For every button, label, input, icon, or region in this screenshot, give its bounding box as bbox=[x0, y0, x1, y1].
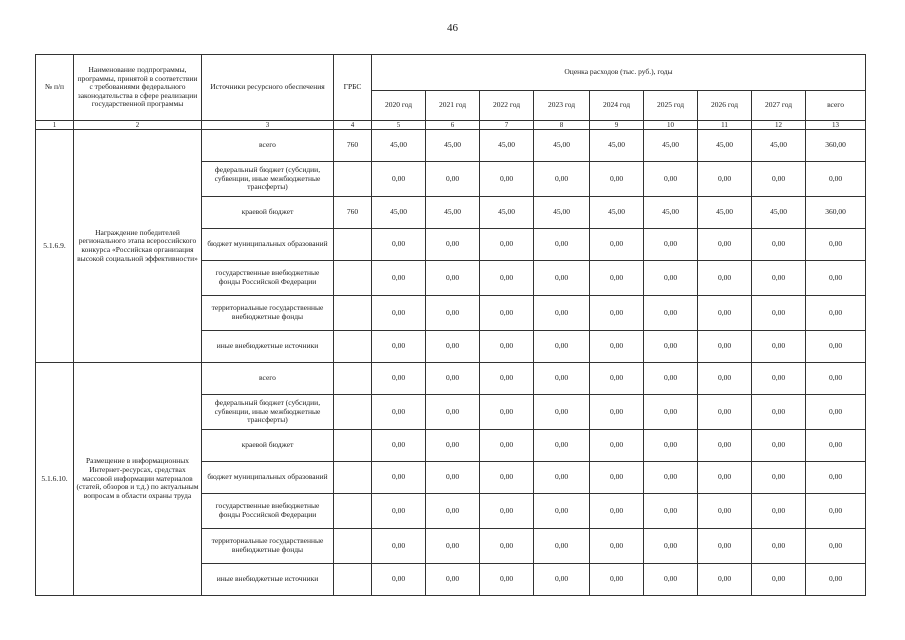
year-value: 45,00 bbox=[698, 130, 752, 162]
section-title: Награждение победителей регионального этапа всероссийского конкурса «Российская организация высокой социальной эффективности» bbox=[74, 130, 202, 363]
year-value: 0,00 bbox=[698, 331, 752, 363]
year-value: 0,00 bbox=[698, 363, 752, 395]
funding-source: территориальные государственные внебюджетные фонды bbox=[202, 529, 334, 564]
funding-source: всего bbox=[202, 363, 334, 395]
year-value: 0,00 bbox=[644, 529, 698, 564]
year-value: 0,00 bbox=[534, 395, 590, 430]
year-value: 0,00 bbox=[752, 430, 806, 462]
year-value: 0,00 bbox=[480, 296, 534, 331]
budget-table bbox=[35, 54, 866, 596]
year-value: 45,00 bbox=[644, 197, 698, 229]
year-value: 0,00 bbox=[426, 261, 480, 296]
grbs-code bbox=[334, 261, 372, 296]
column-number: 6 bbox=[426, 121, 480, 130]
year-value: 0,00 bbox=[426, 162, 480, 197]
year-value: 0,00 bbox=[752, 494, 806, 529]
total-value: 360,00 bbox=[806, 197, 866, 229]
column-number: 13 bbox=[806, 121, 866, 130]
column-number: 10 bbox=[644, 121, 698, 130]
year-value: 0,00 bbox=[426, 363, 480, 395]
funding-source: иные внебюджетные источники bbox=[202, 331, 334, 363]
year-value: 0,00 bbox=[534, 494, 590, 529]
year-value: 0,00 bbox=[426, 529, 480, 564]
header-year: 2025 год bbox=[644, 91, 698, 121]
total-value: 0,00 bbox=[806, 162, 866, 197]
grbs-code bbox=[334, 331, 372, 363]
year-value: 45,00 bbox=[426, 130, 480, 162]
year-value: 0,00 bbox=[752, 162, 806, 197]
year-value: 0,00 bbox=[698, 395, 752, 430]
year-value: 0,00 bbox=[534, 430, 590, 462]
year-value: 0,00 bbox=[480, 462, 534, 494]
year-value: 0,00 bbox=[534, 261, 590, 296]
funding-source: государственные внебюджетные фонды Российской Федерации bbox=[202, 494, 334, 529]
year-value: 0,00 bbox=[534, 162, 590, 197]
year-value: 0,00 bbox=[590, 564, 644, 596]
column-number: 5 bbox=[372, 121, 426, 130]
column-numbers-row bbox=[36, 121, 866, 130]
year-value: 45,00 bbox=[752, 197, 806, 229]
column-number: 8 bbox=[534, 121, 590, 130]
year-value: 45,00 bbox=[534, 197, 590, 229]
year-value: 0,00 bbox=[590, 261, 644, 296]
funding-source: краевой бюджет bbox=[202, 197, 334, 229]
total-value: 0,00 bbox=[806, 462, 866, 494]
total-value: 0,00 bbox=[806, 395, 866, 430]
grbs-code bbox=[334, 363, 372, 395]
year-value: 0,00 bbox=[698, 162, 752, 197]
year-value: 0,00 bbox=[372, 331, 426, 363]
funding-source: краевой бюджет bbox=[202, 430, 334, 462]
year-value: 45,00 bbox=[426, 197, 480, 229]
header-source: Источники ресурсного обеспечения bbox=[202, 55, 334, 121]
section-code: 5.1.6.10. bbox=[36, 363, 74, 596]
year-value: 45,00 bbox=[480, 197, 534, 229]
year-value: 0,00 bbox=[534, 229, 590, 261]
header-year: 2023 год bbox=[534, 91, 590, 121]
table-row bbox=[36, 363, 866, 395]
total-value: 0,00 bbox=[806, 296, 866, 331]
funding-source: иные внебюджетные источники bbox=[202, 564, 334, 596]
total-value: 0,00 bbox=[806, 529, 866, 564]
year-value: 0,00 bbox=[480, 430, 534, 462]
page-number: 46 bbox=[447, 22, 458, 34]
year-value: 0,00 bbox=[590, 229, 644, 261]
year-value: 45,00 bbox=[372, 130, 426, 162]
year-value: 45,00 bbox=[590, 197, 644, 229]
year-value: 0,00 bbox=[426, 229, 480, 261]
year-value: 0,00 bbox=[644, 564, 698, 596]
grbs-code: 760 bbox=[334, 197, 372, 229]
table-row bbox=[36, 130, 866, 162]
year-value: 0,00 bbox=[752, 564, 806, 596]
year-value: 45,00 bbox=[698, 197, 752, 229]
total-value: 0,00 bbox=[806, 494, 866, 529]
grbs-code bbox=[334, 296, 372, 331]
year-value: 0,00 bbox=[426, 430, 480, 462]
header-year: 2024 год bbox=[590, 91, 644, 121]
funding-source: государственные внебюджетные фонды Российской Федерации bbox=[202, 261, 334, 296]
header-estimate: Оценка расходов (тыс. руб.), годы bbox=[372, 55, 866, 91]
year-value: 0,00 bbox=[698, 529, 752, 564]
year-value: 0,00 bbox=[644, 162, 698, 197]
header-year: 2021 год bbox=[426, 91, 480, 121]
year-value: 0,00 bbox=[644, 363, 698, 395]
year-value: 0,00 bbox=[426, 494, 480, 529]
year-value: 0,00 bbox=[752, 395, 806, 430]
year-value: 0,00 bbox=[752, 331, 806, 363]
year-value: 0,00 bbox=[590, 462, 644, 494]
funding-source: территориальные государственные внебюджетные фонды bbox=[202, 296, 334, 331]
year-value: 0,00 bbox=[534, 462, 590, 494]
year-value: 0,00 bbox=[590, 395, 644, 430]
year-value: 0,00 bbox=[698, 462, 752, 494]
header-grbs: ГРБС bbox=[334, 55, 372, 121]
year-value: 0,00 bbox=[372, 395, 426, 430]
total-value: 0,00 bbox=[806, 564, 866, 596]
column-number: 11 bbox=[698, 121, 752, 130]
year-value: 0,00 bbox=[480, 363, 534, 395]
total-value: 0,00 bbox=[806, 331, 866, 363]
year-value: 0,00 bbox=[644, 430, 698, 462]
column-number: 3 bbox=[202, 121, 334, 130]
year-value: 0,00 bbox=[644, 462, 698, 494]
total-value: 0,00 bbox=[806, 229, 866, 261]
grbs-code: 760 bbox=[334, 130, 372, 162]
year-value: 0,00 bbox=[590, 529, 644, 564]
grbs-code bbox=[334, 529, 372, 564]
column-number: 7 bbox=[480, 121, 534, 130]
column-number: 9 bbox=[590, 121, 644, 130]
grbs-code bbox=[334, 494, 372, 529]
total-value: 0,00 bbox=[806, 430, 866, 462]
year-value: 45,00 bbox=[590, 130, 644, 162]
section-title: Размещение в информационных Интернет-ресурсах, средствах массовой информации материалов (статей, обзоров и т.д.) по актуальным вопросам в области охраны труда bbox=[74, 363, 202, 596]
year-value: 0,00 bbox=[644, 229, 698, 261]
year-value: 0,00 bbox=[644, 331, 698, 363]
year-value: 0,00 bbox=[426, 462, 480, 494]
header-year: 2020 год bbox=[372, 91, 426, 121]
year-value: 0,00 bbox=[698, 261, 752, 296]
grbs-code bbox=[334, 162, 372, 197]
year-value: 0,00 bbox=[480, 229, 534, 261]
grbs-code bbox=[334, 229, 372, 261]
year-value: 0,00 bbox=[752, 261, 806, 296]
year-value: 45,00 bbox=[480, 130, 534, 162]
year-value: 0,00 bbox=[752, 229, 806, 261]
year-value: 0,00 bbox=[644, 261, 698, 296]
total-value: 360,00 bbox=[806, 130, 866, 162]
column-number: 4 bbox=[334, 121, 372, 130]
header-name: Наименование подпрограммы, программы, принятой в соответствии с требованиями федерального законодательства в сфере реализации государственной программы bbox=[74, 55, 202, 121]
year-value: 0,00 bbox=[372, 494, 426, 529]
year-value: 0,00 bbox=[426, 564, 480, 596]
funding-source: всего bbox=[202, 130, 334, 162]
year-value: 0,00 bbox=[426, 296, 480, 331]
year-value: 0,00 bbox=[534, 529, 590, 564]
grbs-code bbox=[334, 462, 372, 494]
year-value: 0,00 bbox=[534, 363, 590, 395]
year-value: 0,00 bbox=[426, 331, 480, 363]
section-code: 5.1.6.9. bbox=[36, 130, 74, 363]
year-value: 0,00 bbox=[480, 261, 534, 296]
year-value: 0,00 bbox=[698, 430, 752, 462]
year-value: 0,00 bbox=[698, 564, 752, 596]
year-value: 0,00 bbox=[372, 229, 426, 261]
year-value: 0,00 bbox=[480, 564, 534, 596]
year-value: 0,00 bbox=[644, 296, 698, 331]
funding-source: бюджет муниципальных образований bbox=[202, 462, 334, 494]
header-num: № п/п bbox=[36, 55, 74, 121]
year-value: 0,00 bbox=[372, 462, 426, 494]
funding-source: федеральный бюджет (субсидии, субвенции, иные межбюджетные трансферты) bbox=[202, 162, 334, 197]
header-year: 2027 год bbox=[752, 91, 806, 121]
table-body bbox=[36, 130, 866, 596]
year-value: 0,00 bbox=[644, 395, 698, 430]
total-value: 0,00 bbox=[806, 261, 866, 296]
year-value: 0,00 bbox=[480, 331, 534, 363]
year-value: 0,00 bbox=[590, 331, 644, 363]
header-year: 2026 год bbox=[698, 91, 752, 121]
grbs-code bbox=[334, 395, 372, 430]
column-number: 2 bbox=[74, 121, 202, 130]
year-value: 0,00 bbox=[590, 430, 644, 462]
year-value: 0,00 bbox=[534, 564, 590, 596]
year-value: 45,00 bbox=[534, 130, 590, 162]
header-year: 2022 год bbox=[480, 91, 534, 121]
year-value: 0,00 bbox=[534, 331, 590, 363]
year-value: 0,00 bbox=[480, 162, 534, 197]
year-value: 0,00 bbox=[752, 529, 806, 564]
year-value: 0,00 bbox=[372, 430, 426, 462]
year-value: 0,00 bbox=[698, 296, 752, 331]
year-value: 0,00 bbox=[698, 494, 752, 529]
year-value: 45,00 bbox=[372, 197, 426, 229]
grbs-code bbox=[334, 430, 372, 462]
year-value: 0,00 bbox=[590, 363, 644, 395]
year-value: 0,00 bbox=[480, 529, 534, 564]
year-value: 0,00 bbox=[372, 162, 426, 197]
funding-source: бюджет муниципальных образований bbox=[202, 229, 334, 261]
year-value: 0,00 bbox=[372, 564, 426, 596]
year-value: 45,00 bbox=[752, 130, 806, 162]
year-value: 0,00 bbox=[480, 494, 534, 529]
year-value: 0,00 bbox=[590, 162, 644, 197]
grbs-code bbox=[334, 564, 372, 596]
column-number: 1 bbox=[36, 121, 74, 130]
header-total: всего bbox=[806, 91, 866, 121]
year-value: 0,00 bbox=[752, 296, 806, 331]
column-number: 12 bbox=[752, 121, 806, 130]
year-value: 0,00 bbox=[590, 296, 644, 331]
funding-source: федеральный бюджет (субсидии, субвенции, иные межбюджетные трансферты) bbox=[202, 395, 334, 430]
year-value: 0,00 bbox=[372, 363, 426, 395]
year-value: 0,00 bbox=[372, 261, 426, 296]
year-value: 45,00 bbox=[644, 130, 698, 162]
year-value: 0,00 bbox=[372, 529, 426, 564]
year-value: 0,00 bbox=[480, 395, 534, 430]
total-value: 0,00 bbox=[806, 363, 866, 395]
year-value: 0,00 bbox=[372, 296, 426, 331]
year-value: 0,00 bbox=[426, 395, 480, 430]
year-value: 0,00 bbox=[752, 363, 806, 395]
year-value: 0,00 bbox=[752, 462, 806, 494]
year-value: 0,00 bbox=[590, 494, 644, 529]
year-value: 0,00 bbox=[644, 494, 698, 529]
year-value: 0,00 bbox=[534, 296, 590, 331]
year-value: 0,00 bbox=[698, 229, 752, 261]
